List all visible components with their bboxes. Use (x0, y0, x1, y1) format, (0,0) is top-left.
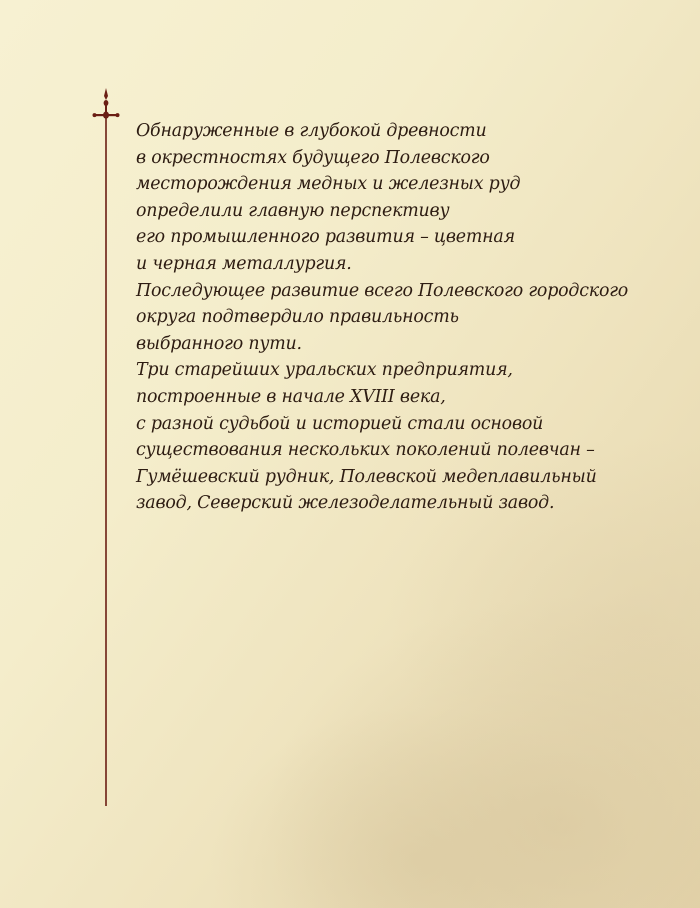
text-line: Три старейших уральских предприятия, (136, 360, 513, 381)
text-line: завод, Северский железоделательный завод. (136, 493, 555, 514)
text-line: построенные в начале XVIII века, (136, 386, 446, 407)
text-line: Последующее развитие всего Полевского городского (136, 280, 629, 301)
text-line: Гумёшевский рудник, Полевской медеплавильный (136, 466, 597, 487)
text-line: его промышленного развития – цветная (136, 227, 515, 248)
text-line: и черная металлургия. (136, 253, 352, 274)
text-line: существования нескольких поколений полевчан – (136, 440, 595, 461)
text-line: в окрестностях будущего Полевского (136, 147, 490, 168)
text-line: определили главную перспективу (136, 200, 450, 221)
text-line: округа подтвердило правильность (136, 307, 459, 328)
dagger-rule-icon (92, 88, 120, 806)
text-line: месторождения медных и железных руд (136, 174, 521, 195)
text-line: с разной судьбой и историей стали основой (136, 413, 544, 434)
text-line: выбранного пути. (136, 333, 302, 354)
text-line: Обнаруженные в глубокой древности (136, 121, 487, 141)
body-text (136, 118, 676, 517)
